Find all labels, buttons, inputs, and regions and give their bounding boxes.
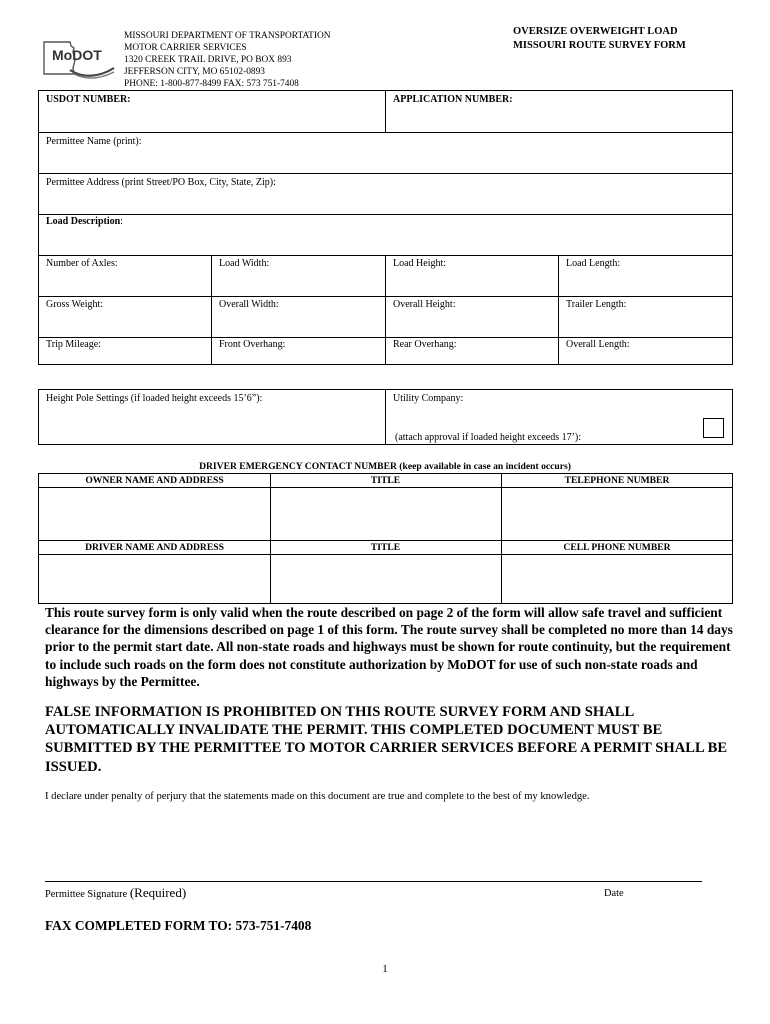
agency-division: MOTOR CARRIER SERVICES xyxy=(124,43,247,53)
owner-telephone-header: TELEPHONE NUMBER xyxy=(564,475,670,486)
validity-paragraph: This route survey form is only valid when the route described on page 2 of the form will allow safe travel and sufficient clearance for the dimensions described on page 1 of this form. The route survey shall be completed no more than 14 days prior to the permit start date. All non-state roads and highways must be shown for route continuity, but the requirement to include such roads on the form does not constitute authorization by MoDOT for use of such non-state roads and highways by the Permittee. xyxy=(45,605,733,689)
height-pole-settings-field[interactable]: Height Pole Settings (if loaded height exceeds 15’6”): xyxy=(46,393,263,404)
application-number-field[interactable]: APPLICATION NUMBER: xyxy=(393,94,513,105)
trip-mileage-field[interactable]: Trip Mileage: xyxy=(46,339,101,350)
load-description-label: Load Description xyxy=(46,216,121,227)
driver-title-input[interactable] xyxy=(271,555,501,604)
height-utility-box xyxy=(38,389,733,445)
agency-name: MISSOURI DEPARTMENT OF TRANSPORTATION xyxy=(124,31,331,41)
load-description-colon: : xyxy=(120,216,123,227)
load-width-field[interactable]: Load Width: xyxy=(219,258,270,269)
overall-length-field[interactable]: Overall Length: xyxy=(566,339,630,350)
driver-cell-phone-header: CELL PHONE NUMBER xyxy=(563,542,671,553)
owner-title-input[interactable] xyxy=(271,488,501,540)
signature-label-text: Permittee Signature xyxy=(45,889,130,900)
load-height-field[interactable]: Load Height: xyxy=(393,258,447,269)
signature-line[interactable] xyxy=(45,881,702,882)
utility-company-field[interactable]: Utility Company: xyxy=(393,393,464,404)
modot-logo xyxy=(40,38,118,82)
overall-width-field[interactable]: Overall Width: xyxy=(219,299,279,310)
owner-telephone-input[interactable] xyxy=(502,488,733,540)
trailer-length-field[interactable]: Trailer Length: xyxy=(566,299,627,310)
permit-info-box xyxy=(38,90,733,365)
form-title-line-1: OVERSIZE OVERWEIGHT LOAD xyxy=(513,26,678,37)
emergency-contact-table xyxy=(38,473,733,604)
agency-address-block xyxy=(124,30,331,90)
form-title xyxy=(513,25,686,53)
front-overhang-field[interactable]: Front Overhang: xyxy=(219,339,286,350)
driver-name-header: DRIVER NAME AND ADDRESS xyxy=(85,542,224,553)
utility-approval-checkbox[interactable] xyxy=(703,418,724,438)
agency-street: 1320 CREEK TRAIL DRIVE, PO BOX 893 xyxy=(124,55,292,65)
load-description-field[interactable] xyxy=(46,216,123,227)
load-length-field[interactable]: Load Length: xyxy=(566,258,621,269)
driver-name-input[interactable] xyxy=(39,555,270,604)
overall-height-field[interactable]: Overall Height: xyxy=(393,299,456,310)
form-title-line-2: MISSOURI ROUTE SURVEY FORM xyxy=(513,40,686,51)
owner-title-header: TITLE xyxy=(370,475,401,486)
permittee-address-field[interactable]: Permittee Address (print Street/PO Box, City, State, Zip): xyxy=(46,177,276,188)
agency-city: JEFFERSON CITY, MO 65102-0893 xyxy=(124,67,265,77)
number-of-axles-field[interactable]: Number of Axles: xyxy=(46,258,118,269)
agency-phone-fax: PHONE: 1-800-877-8499 FAX: 573 751-7408 xyxy=(124,79,299,89)
permittee-name-field[interactable]: Permittee Name (print): xyxy=(46,136,142,147)
rear-overhang-field[interactable]: Rear Overhang: xyxy=(393,339,457,350)
signature-required-text: (Required) xyxy=(129,885,187,900)
utility-approval-note: (attach approval if loaded height exceeds 17’): xyxy=(395,432,582,443)
page-number: 1 xyxy=(382,963,388,975)
fax-instructions: FAX COMPLETED FORM TO: 573-751-7408 xyxy=(45,918,312,933)
date-label: Date xyxy=(604,888,624,899)
gross-weight-field[interactable]: Gross Weight: xyxy=(46,299,104,310)
driver-cell-phone-input[interactable] xyxy=(502,555,733,604)
owner-name-input[interactable] xyxy=(39,488,270,540)
driver-title-header: TITLE xyxy=(370,542,401,553)
perjury-declaration: I declare under penalty of perjury that the statements made on this document are true and complete to the best of my knowledge. xyxy=(45,791,590,802)
signature-label xyxy=(45,885,186,901)
owner-name-header: OWNER NAME AND ADDRESS xyxy=(85,475,224,486)
false-information-warning: FALSE INFORMATION IS PROHIBITED ON THIS ROUTE SURVEY FORM AND SHALL AUTOMATICALLY INVALIDATE THE PERMIT. THIS COMPLETED DOCUMENT MUST BE SUBMITTED BY THE PERMITTEE TO MOTOR CARRIER SERVICES BEFORE A PERMIT SHALL BE ISSUED. xyxy=(45,704,728,775)
usdot-number-field[interactable]: USDOT NUMBER: xyxy=(46,94,131,105)
emergency-contact-title: DRIVER EMERGENCY CONTACT NUMBER (keep available in case an incident occurs) xyxy=(199,461,571,472)
svg-text:MoDOT: MoDOT xyxy=(52,47,102,63)
